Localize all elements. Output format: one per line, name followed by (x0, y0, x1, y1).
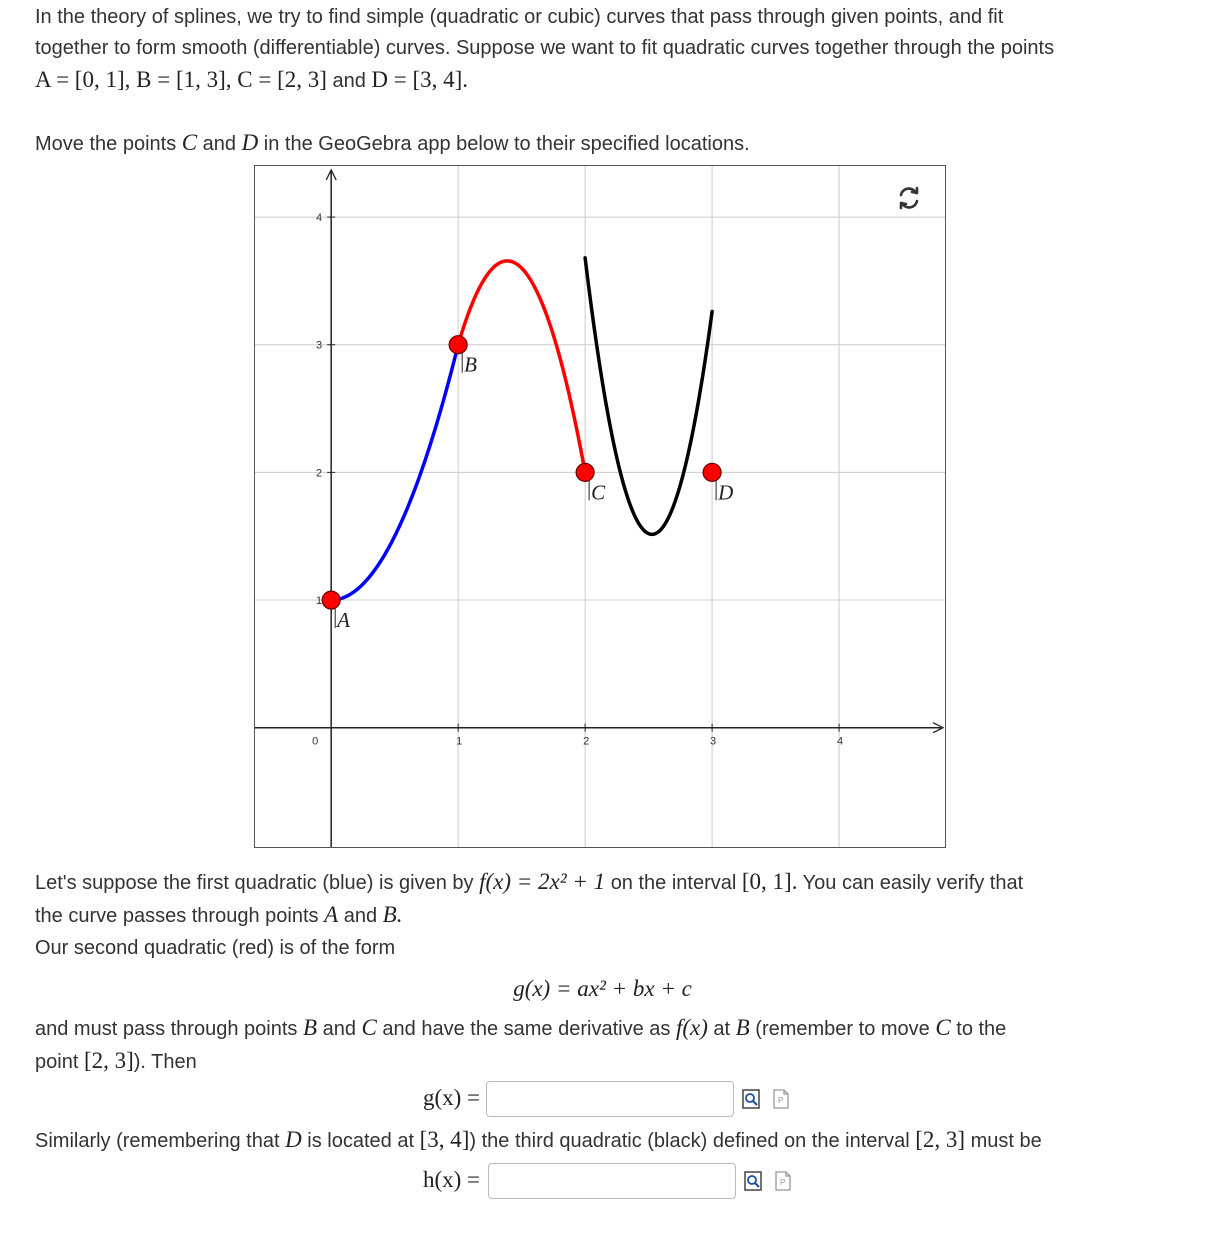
geogebra-graph[interactable] (255, 166, 946, 848)
intro-line-1: In the theory of splines, we try to find simple (quadratic or cubic) curves that pass through given points, and fit (35, 6, 1004, 28)
para4-f: f(x) (675, 1015, 708, 1040)
para5-mid: is located at (307, 1130, 414, 1152)
point-label-a: A (337, 608, 351, 633)
intro-line-2: together to form smooth (differentiable) curves. Suppose we want to fit quadratic curves together through the points (35, 37, 1055, 59)
red-quadratic-intro: Our second quadratic (red) is of the form (35, 937, 396, 959)
x-tick-label: 1 (456, 735, 463, 748)
para5-mid2: ) the third quadratic (black) defined on the interval (469, 1130, 910, 1152)
move-pre: Move the points (35, 133, 177, 155)
refresh-icon[interactable] (895, 184, 923, 212)
point-b[interactable] (449, 336, 467, 354)
svg-text:P: P (778, 1096, 784, 1105)
para4-b2: B (735, 1015, 750, 1040)
para4-point: [2, 3] (83, 1048, 134, 1073)
para4-line2-post: ). Then (133, 1051, 197, 1073)
svg-text:P: P (780, 1178, 786, 1187)
points-abc: A = [0, 1], B = [1, 3], C = [2, 3] (35, 67, 327, 92)
para2-and: and (343, 905, 378, 927)
para4-at: at (713, 1018, 731, 1040)
para4-c2: C (935, 1015, 951, 1040)
x-tick-label: 3 (710, 735, 717, 748)
para2-line-2 (35, 899, 1170, 932)
f-interval: [0, 1]. (741, 869, 798, 894)
h-answer-label: h(x) = (422, 1167, 480, 1192)
para4-b: B (302, 1015, 318, 1040)
point-label-d: D (718, 480, 734, 505)
move-post: in the GeoGebra app below to their specified locations. (263, 133, 750, 155)
curve-g (458, 261, 585, 473)
g-answer-input[interactable] (486, 1081, 734, 1117)
move-and: and (202, 133, 237, 155)
para4-line2-pre: point (35, 1051, 79, 1073)
para2-line2-pre: the curve passes through points (35, 905, 319, 927)
geogebra-applet[interactable] (254, 165, 946, 848)
point-d[interactable] (703, 463, 721, 481)
intro-line-3 (35, 64, 1170, 97)
point-c[interactable] (576, 463, 594, 481)
para5-point: [3, 4] (419, 1127, 470, 1152)
y-tick-label: 1 (316, 595, 323, 608)
tick-labels (312, 212, 843, 748)
blue-quadratic-paragraph (35, 866, 1170, 932)
para5-pre: Similarly (remembering that (35, 1130, 280, 1152)
para2-a: A (324, 902, 339, 927)
para4-mid: and have the same derivative as (382, 1018, 671, 1040)
red-quadratic-conditions (35, 1012, 1170, 1078)
para4-line-1 (35, 1012, 1170, 1045)
para2-b: B. (382, 902, 403, 927)
para4-pre: and must pass through points (35, 1018, 298, 1040)
para5-d: D (285, 1127, 302, 1152)
para4-and: and (322, 1018, 356, 1040)
para5-interval: [2, 3] (915, 1127, 966, 1152)
intro-paragraph (35, 2, 1170, 97)
point-label-c: C (591, 480, 606, 505)
para4-line-2 (35, 1045, 1170, 1078)
para4-c: C (361, 1015, 377, 1040)
point-a[interactable] (322, 591, 340, 609)
points[interactable] (322, 336, 733, 632)
g-form-equation: g(x) = ax² + bx + c (513, 976, 692, 1001)
para2-mid: on the interval (610, 872, 737, 894)
h-answer-input[interactable] (488, 1163, 736, 1199)
help-icon[interactable] (772, 1089, 790, 1109)
para2-line-1 (35, 866, 1170, 899)
help-icon[interactable] (774, 1171, 792, 1191)
x-tick-label: 2 (583, 735, 590, 748)
preview-icon[interactable] (742, 1089, 760, 1109)
para4-rem: (remember to move (755, 1018, 930, 1040)
para4-to: to the (956, 1018, 1007, 1040)
point-d: D = [3, 4]. (371, 67, 469, 92)
x-tick-label: 4 (837, 735, 844, 748)
move-d: D (241, 130, 259, 155)
para2-post: You can easily verify that (802, 872, 1024, 894)
y-tick-label: 3 (316, 339, 323, 352)
move-instruction (35, 127, 1170, 160)
f-expression: f(x) = 2x² + 1 (479, 869, 606, 894)
y-tick-label: 4 (316, 212, 323, 225)
black-quadratic-paragraph (35, 1124, 1170, 1157)
point-label-b: B (464, 352, 477, 377)
g-answer-label: g(x) = (422, 1085, 480, 1110)
x-tick-label: 0 (312, 735, 319, 748)
para5-post: must be (970, 1130, 1042, 1152)
move-c: C (181, 130, 198, 155)
and-word: and (332, 70, 366, 92)
preview-icon[interactable] (744, 1171, 762, 1191)
para2-pre: Let's suppose the first quadratic (blue) is given by (35, 872, 474, 894)
y-tick-label: 2 (316, 467, 323, 480)
curves (331, 258, 712, 600)
